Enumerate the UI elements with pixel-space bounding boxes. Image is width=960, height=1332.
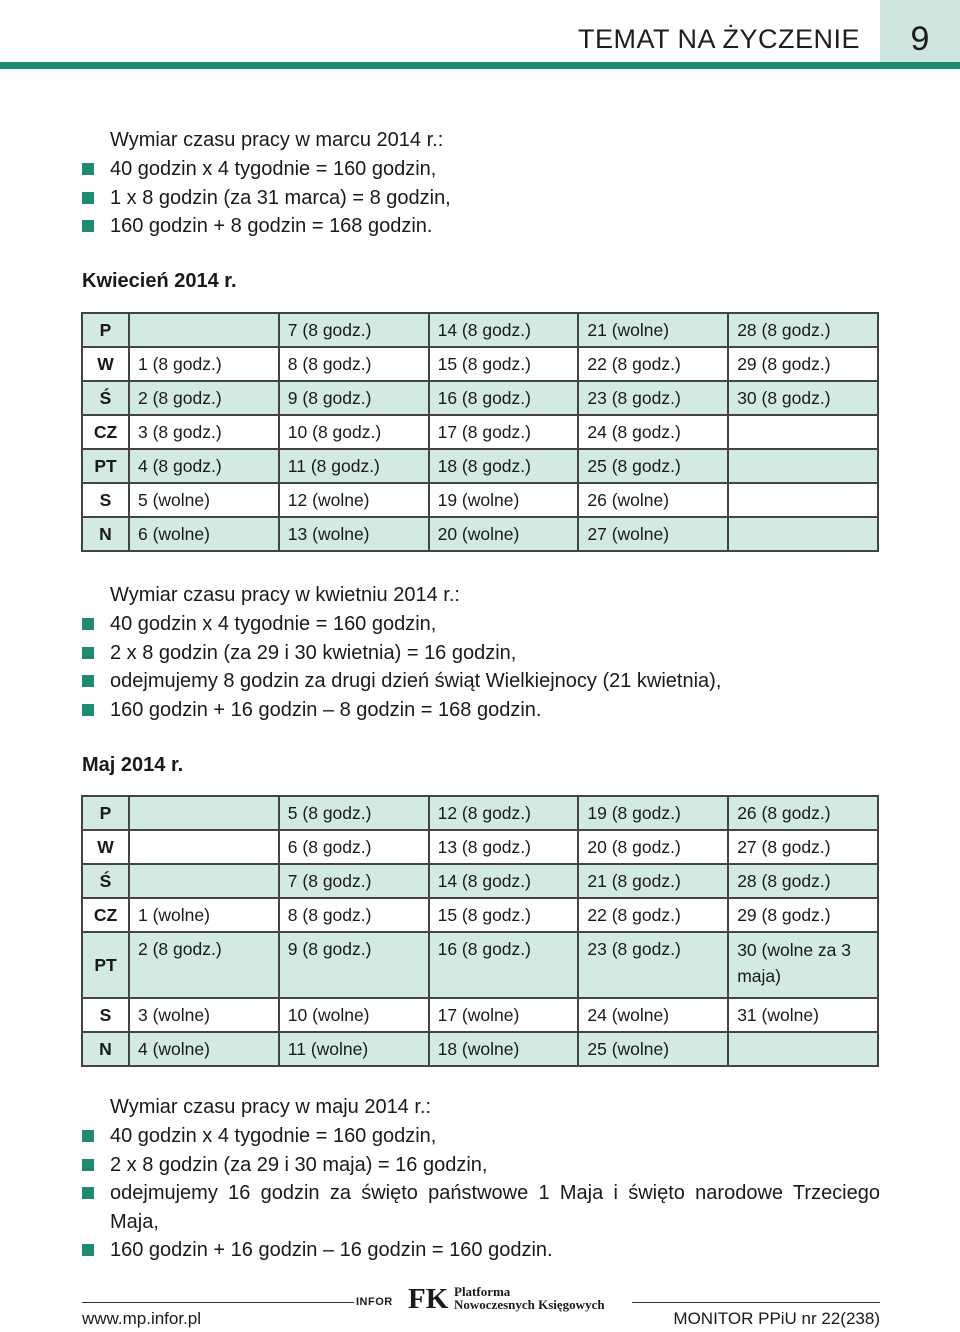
date-cell: 18 (wolne) <box>429 1032 579 1066</box>
date-cell: 4 (8 godz.) <box>129 449 279 483</box>
header-rule <box>0 62 960 69</box>
april-summary-heading: Wymiar czasu pracy w kwietniu 2014 r.: <box>110 584 460 606</box>
date-cell: 31 (wolne) <box>728 998 878 1032</box>
date-cell: 12 (8 godz.) <box>429 796 579 830</box>
date-cell: 10 (8 godz.) <box>279 415 429 449</box>
may-summary-heading: Wymiar czasu pracy w maju 2014 r.: <box>110 1096 432 1118</box>
date-cell <box>129 864 279 898</box>
date-cell: 30 (wolne za 3 maja) <box>728 932 878 998</box>
date-cell: 28 (8 godz.) <box>728 864 878 898</box>
logo-line-2: Nowoczesnych Księgowych <box>454 1297 605 1312</box>
date-cell: 27 (8 godz.) <box>728 830 878 864</box>
weekday-cell: N <box>82 1032 129 1066</box>
date-cell: 25 (wolne) <box>578 1032 728 1066</box>
weekday-cell: CZ <box>82 415 129 449</box>
infor-logo-text: INFOR <box>356 1296 393 1308</box>
page-number: 9 <box>880 0 960 62</box>
date-cell: 23 (8 godz.) <box>578 932 728 998</box>
list-item: 2 x 8 godzin (za 29 i 30 kwietnia) = 16 godzin, <box>82 639 880 668</box>
weekday-cell: N <box>82 517 129 551</box>
weekday-cell: Ś <box>82 864 129 898</box>
date-cell: 3 (8 godz.) <box>129 415 279 449</box>
footer-rule <box>82 1302 354 1303</box>
date-cell: 25 (8 godz.) <box>578 449 728 483</box>
date-cell: 20 (8 godz.) <box>578 830 728 864</box>
date-cell <box>728 517 878 551</box>
may-title: Maj 2014 r. <box>82 754 184 776</box>
date-cell: 20 (wolne) <box>429 517 579 551</box>
square-bullet-icon <box>82 1159 94 1171</box>
date-cell: 13 (wolne) <box>279 517 429 551</box>
table-row <box>82 998 878 1032</box>
date-cell: 29 (8 godz.) <box>728 898 878 932</box>
date-cell: 21 (wolne) <box>578 313 728 347</box>
table-row <box>82 796 878 830</box>
march-summary-heading: Wymiar czasu pracy w marcu 2014 r.: <box>110 129 444 151</box>
table-row <box>82 932 878 998</box>
date-cell <box>728 415 878 449</box>
date-cell: 24 (8 godz.) <box>578 415 728 449</box>
table-row <box>82 830 878 864</box>
date-cell: 22 (8 godz.) <box>578 898 728 932</box>
april-title: Kwiecień 2014 r. <box>82 270 237 292</box>
date-cell: 30 (8 godz.) <box>728 381 878 415</box>
date-cell: 5 (wolne) <box>129 483 279 517</box>
date-cell: 4 (wolne) <box>129 1032 279 1066</box>
date-cell <box>129 313 279 347</box>
date-cell: 12 (wolne) <box>279 483 429 517</box>
weekday-cell: S <box>82 483 129 517</box>
date-cell: 9 (8 godz.) <box>279 932 429 998</box>
square-bullet-icon <box>82 1130 94 1142</box>
date-cell: 6 (wolne) <box>129 517 279 551</box>
table-row <box>82 898 878 932</box>
date-cell <box>129 796 279 830</box>
date-cell: 18 (8 godz.) <box>429 449 579 483</box>
list-item: 160 godzin + 16 godzin – 8 godzin = 168 godzin. <box>82 696 880 725</box>
table-row <box>82 864 878 898</box>
list-item: 160 godzin + 8 godzin = 168 godzin. <box>82 212 880 241</box>
march-summary-list <box>82 155 880 241</box>
date-cell: 6 (8 godz.) <box>279 830 429 864</box>
table-row <box>82 449 878 483</box>
date-cell: 1 (8 godz.) <box>129 347 279 381</box>
fk-logo-mark: FK <box>408 1283 449 1315</box>
date-cell: 13 (8 godz.) <box>429 830 579 864</box>
date-cell: 10 (wolne) <box>279 998 429 1032</box>
date-cell: 19 (wolne) <box>429 483 579 517</box>
april-summary-list <box>82 610 880 724</box>
date-cell: 15 (8 godz.) <box>429 898 579 932</box>
date-cell: 7 (8 godz.) <box>279 313 429 347</box>
list-item: 1 x 8 godzin (za 31 marca) = 8 godzin, <box>82 184 880 213</box>
date-cell: 21 (8 godz.) <box>578 864 728 898</box>
date-cell: 26 (8 godz.) <box>728 796 878 830</box>
date-cell: 8 (8 godz.) <box>279 898 429 932</box>
weekday-cell: CZ <box>82 898 129 932</box>
list-item: 40 godzin x 4 tygodnie = 160 godzin, <box>82 1122 880 1151</box>
may-summary-list <box>82 1122 880 1265</box>
date-cell: 3 (wolne) <box>129 998 279 1032</box>
weekday-cell: PT <box>82 932 129 998</box>
table-row <box>82 347 878 381</box>
date-cell: 28 (8 godz.) <box>728 313 878 347</box>
weekday-cell: Ś <box>82 381 129 415</box>
date-cell: 23 (8 godz.) <box>578 381 728 415</box>
date-cell: 1 (wolne) <box>129 898 279 932</box>
weekday-cell: S <box>82 998 129 1032</box>
date-cell: 16 (8 godz.) <box>429 932 579 998</box>
weekday-cell: PT <box>82 449 129 483</box>
date-cell: 14 (8 godz.) <box>429 864 579 898</box>
date-cell: 17 (8 godz.) <box>429 415 579 449</box>
date-cell: 11 (wolne) <box>279 1032 429 1066</box>
weekday-cell: W <box>82 830 129 864</box>
table-row <box>82 415 878 449</box>
list-item: 40 godzin x 4 tygodnie = 160 godzin, <box>82 155 880 184</box>
weekday-cell: P <box>82 313 129 347</box>
square-bullet-icon <box>82 1244 94 1256</box>
april-calendar-table <box>81 312 879 552</box>
table-row <box>82 313 878 347</box>
square-bullet-icon <box>82 675 94 687</box>
date-cell: 9 (8 godz.) <box>279 381 429 415</box>
table-row <box>82 483 878 517</box>
square-bullet-icon <box>82 647 94 659</box>
date-cell: 14 (8 godz.) <box>429 313 579 347</box>
date-cell: 27 (wolne) <box>578 517 728 551</box>
list-item: odejmujemy 16 godzin za święto państwowe 1 Maja i święto narodowe Trzeciego Maja, <box>82 1179 880 1236</box>
table-row <box>82 517 878 551</box>
date-cell: 7 (8 godz.) <box>279 864 429 898</box>
date-cell: 19 (8 godz.) <box>578 796 728 830</box>
date-cell: 26 (wolne) <box>578 483 728 517</box>
date-cell: 2 (8 godz.) <box>129 932 279 998</box>
square-bullet-icon <box>82 192 94 204</box>
date-cell: 22 (8 godz.) <box>578 347 728 381</box>
may-calendar-table <box>81 795 879 1067</box>
date-cell: 11 (8 godz.) <box>279 449 429 483</box>
date-cell: 16 (8 godz.) <box>429 381 579 415</box>
date-cell <box>728 449 878 483</box>
footer-url: www.mp.infor.pl <box>82 1309 202 1328</box>
date-cell <box>728 483 878 517</box>
table-row <box>82 1032 878 1066</box>
weekday-cell: P <box>82 796 129 830</box>
square-bullet-icon <box>82 163 94 175</box>
list-item: 2 x 8 godzin (za 29 i 30 maja) = 16 godzin, <box>82 1151 880 1180</box>
date-cell: 2 (8 godz.) <box>129 381 279 415</box>
list-item: 160 godzin + 16 godzin – 16 godzin = 160 godzin. <box>82 1236 880 1265</box>
square-bullet-icon <box>82 704 94 716</box>
date-cell <box>129 830 279 864</box>
date-cell: 15 (8 godz.) <box>429 347 579 381</box>
date-cell: 24 (wolne) <box>578 998 728 1032</box>
section-header-title: TEMAT NA ŻYCZENIE <box>577 24 860 54</box>
footer-logo <box>356 1284 626 1314</box>
square-bullet-icon <box>82 1187 94 1199</box>
date-cell: 5 (8 godz.) <box>279 796 429 830</box>
date-cell <box>728 1032 878 1066</box>
footer-issue: MONITOR PPiU nr 22(238) <box>673 1309 880 1328</box>
weekday-cell: W <box>82 347 129 381</box>
date-cell: 8 (8 godz.) <box>279 347 429 381</box>
date-cell: 29 (8 godz.) <box>728 347 878 381</box>
square-bullet-icon <box>82 220 94 232</box>
table-row <box>82 381 878 415</box>
list-item: odejmujemy 8 godzin za drugi dzień świąt Wielkiejnocy (21 kwietnia), <box>82 667 880 696</box>
date-cell: 17 (wolne) <box>429 998 579 1032</box>
list-item: 40 godzin x 4 tygodnie = 160 godzin, <box>82 610 880 639</box>
square-bullet-icon <box>82 618 94 630</box>
logo-line-1: Platforma <box>454 1284 511 1299</box>
footer-rule <box>632 1302 880 1303</box>
